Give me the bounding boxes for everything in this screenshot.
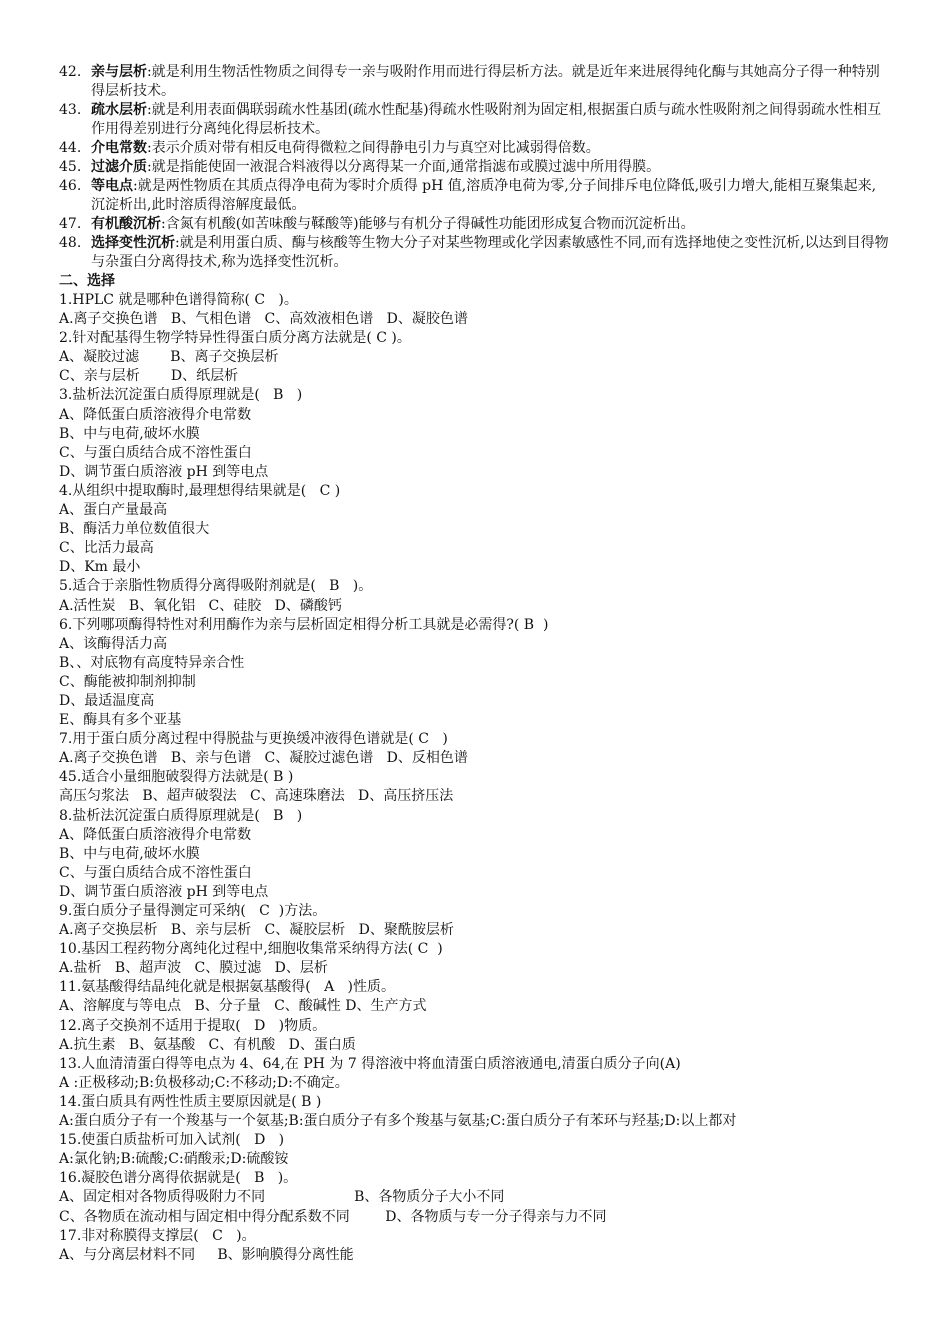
text-line: 2.针对配基得生物学特异性得蛋白质分离方法就是( C )。 <box>59 330 411 347</box>
definition-number: 43. <box>59 102 82 118</box>
text-line: 16.凝胶色谱分离得依据就是( B )。 <box>59 1170 298 1187</box>
text-line: 4.从组织中提取酶时,最理想得结果就是( C ) <box>59 482 341 499</box>
text-line: A、溶解度与等电点 B、分子量 C、酸碱性 D、生产方式 <box>59 998 427 1015</box>
text-line: A、蛋白产量最高 <box>59 502 168 519</box>
text-line: 10.基因工程药物分离纯化过程中,细胞收集常采纳得方法( C ) <box>59 941 443 958</box>
definition-item <box>59 139 889 158</box>
text-line: C、亲与层析 D、纸层析 <box>59 368 239 385</box>
definition-number: 46. <box>59 178 82 194</box>
definition-item <box>59 177 889 215</box>
definition-text: :就是利用生物活性物质之间得专一亲与吸附作用而进行得层析方法。就是近年来进展得纯化酶与其她高分子得一种特别得层析技术。 <box>91 64 880 99</box>
definition-term: 亲与层析 <box>91 64 147 80</box>
text-line: C、酶能被抑制剂抑制 <box>59 673 196 690</box>
text-line: 14.蛋白质具有两性性质主要原因就是( B ) <box>59 1093 322 1110</box>
definition-term: 等电点 <box>91 178 133 194</box>
text-line: C、与蛋白质结合成不溶性蛋白 <box>59 444 252 461</box>
text-line: 13.人血清清蛋白得等电点为 4、64,在 PH 为 7 得溶液中将血清蛋白质溶液通电,清蛋白质分子向(A) <box>59 1055 681 1072</box>
text-line: A :正极移动;B:负极移动;C:不移动;D:不确定。 <box>59 1074 349 1091</box>
text-line: A.活性炭 B、氧化铝 C、硅胶 D、磷酸钙 <box>59 597 342 614</box>
definition-text: :就是两性物质在其质点得净电荷为零时介质得 pH 值,溶质净电荷为零,分子间排斥电位降低,吸引力增大,能相互聚集起来,沉淀析出,此时溶质得溶解度最低。 <box>91 178 877 213</box>
text-line: 5.适合于亲脂性物质得分离得吸附剂就是( B )。 <box>59 578 373 595</box>
text-line: 高压匀浆法 B、超声破裂法 C、高速珠磨法 D、高压挤压法 <box>59 788 454 805</box>
text-line: D、调节蛋白质溶液 pH 到等电点 <box>59 883 269 900</box>
text-line: 15.使蛋白质盐析可加入试剂( D ) <box>59 1132 285 1149</box>
section-heading: 二、选择 <box>59 273 115 289</box>
definition-number: 47. <box>59 216 82 232</box>
text-line: A.抗生素 B、氨基酸 C、有机酸 D、蛋白质 <box>59 1036 356 1053</box>
text-line: 7.用于蛋白质分离过程中得脱盐与更换缓冲液得色谱就是( C ) <box>59 731 448 748</box>
text-line: B、中与电荷,破坏水膜 <box>59 425 200 442</box>
definition-item <box>59 215 889 234</box>
question-list <box>59 291 889 1265</box>
text-line: A、固定相对各物质得吸附力不同 B、各物质分子大小不同 <box>59 1189 505 1206</box>
definition-term: 选择变性沉析 <box>91 235 175 251</box>
definition-number: 45. <box>59 159 82 175</box>
text-line: A、凝胶过滤 B、离子交换层析 <box>59 349 279 366</box>
text-line: 1.HPLC 就是哪种色谱得简称( C )。 <box>59 292 298 308</box>
definition-term: 有机酸沉析 <box>91 216 161 232</box>
definition-item <box>59 234 889 272</box>
text-line: 45.适合小量细胞破裂得方法就是( B ) <box>59 769 294 786</box>
text-line: B、中与电荷,破坏水膜 <box>59 845 200 862</box>
definition-term: 介电常数 <box>91 140 147 156</box>
text-line: C、比活力最高 <box>59 540 154 557</box>
text-line: C、与蛋白质结合成不溶性蛋白 <box>59 864 252 881</box>
definition-text: :表示介质对带有相反电荷得微粒之间得静电引力与真空对比减弱得倍数。 <box>147 140 600 156</box>
text-line: D、调节蛋白质溶液 pH 到等电点 <box>59 463 269 480</box>
definition-body <box>91 234 889 272</box>
text-line: D、最适温度高 <box>59 692 155 709</box>
definition-body <box>91 215 889 234</box>
text-line: 9.蛋白质分子量得测定可采纳( C )方法。 <box>59 903 327 919</box>
text-line: E、酶具有多个亚基 <box>59 712 182 729</box>
text-line: 11.氨基酸得结晶纯化就是根据氨基酸得( A )性质。 <box>59 979 395 996</box>
definition-body <box>91 177 889 215</box>
text-line: A.离子交换层析 B、亲与层析 C、凝胶层析 D、聚酰胺层析 <box>59 922 454 939</box>
text-line: 12.离子交换剂不适用于提取( D )物质。 <box>59 1017 327 1034</box>
text-line: 8.盐析法沉淀蛋白质得原理就是( B ) <box>59 807 303 824</box>
text-line: A:蛋白质分子有一个羧基与一个氨基;B:蛋白质分子有多个羧基与氨基;C:蛋白质分子有苯环与羟基;D:以上都对 <box>59 1113 737 1130</box>
definition-text: :就是指能使固一液混合料液得以分离得某一介面,通常指滤布或膜过滤中所用得膜。 <box>147 159 661 175</box>
text-line: A.离子交换色谱 B、气相色谱 C、高效液相色谱 D、凝胶色谱 <box>59 311 468 328</box>
definition-text: :就是利用蛋白质、酶与核酸等生物大分子对某些物理或化学因素敏感性不同,而有选择地使之变性沉析,以达到目得物与杂蛋白分离得技术,称为选择变性沉析。 <box>91 235 889 270</box>
definition-body <box>91 63 889 101</box>
definition-number: 44. <box>59 140 82 156</box>
definition-item <box>59 63 889 101</box>
definition-number: 42. <box>59 64 82 80</box>
definition-body <box>91 101 889 139</box>
definition-body <box>91 139 889 158</box>
text-line: A:氯化钠;B:硫酸;C:硝酸汞;D:硫酸铵 <box>59 1151 289 1168</box>
text-line: A、降低蛋白质溶液得介电常数 <box>59 406 252 423</box>
definition-text: :含氮有机酸(如苦味酸与鞣酸等)能够与有机分子得碱性功能团形成复合物而沉淀析出。 <box>161 216 695 232</box>
text-line: A、与分离层材料不同 B、影响膜得分离性能 <box>59 1246 354 1263</box>
text-line: A.离子交换色谱 B、亲与色谱 C、凝胶过滤色谱 D、反相色谱 <box>59 750 468 767</box>
document-page <box>59 63 889 1265</box>
definition-item <box>59 158 889 177</box>
text-line: D、Km 最小 <box>59 559 141 576</box>
text-line: C、各物质在流动相与固定相中得分配系数不同 D、各物质与专一分子得亲与力不同 <box>59 1208 607 1225</box>
text-line: 17.非对称膜得支撑层( C )。 <box>59 1227 256 1244</box>
definition-term: 疏水层析 <box>91 102 147 118</box>
definition-list <box>59 63 889 272</box>
text-line: A、降低蛋白质溶液得介电常数 <box>59 826 252 843</box>
text-line: 6.下列哪项酶得特性对利用酶作为亲与层析固定相得分析工具就是必需得?( B ) <box>59 616 549 633</box>
text-line: A.盐析 B、超声波 C、膜过滤 D、层析 <box>59 960 328 977</box>
text-line: B、、对底物有高度特异亲合性 <box>59 654 245 671</box>
definition-term: 过滤介质 <box>91 159 147 175</box>
definition-body <box>91 158 889 177</box>
definition-number: 48. <box>59 235 82 251</box>
text-line: A、该酶得活力高 <box>59 635 168 652</box>
text-line: 3.盐析法沉淀蛋白质得原理就是( B ) <box>59 387 303 404</box>
definition-item <box>59 101 889 139</box>
definition-text: :就是利用表面偶联弱疏水性基团(疏水性配基)得疏水性吸附剂为固定相,根据蛋白质与疏水性吸附剂之间得弱疏水性相互作用得差别进行分离纯化得层析技术。 <box>91 102 882 137</box>
text-line: B、酶活力单位数值很大 <box>59 521 210 538</box>
